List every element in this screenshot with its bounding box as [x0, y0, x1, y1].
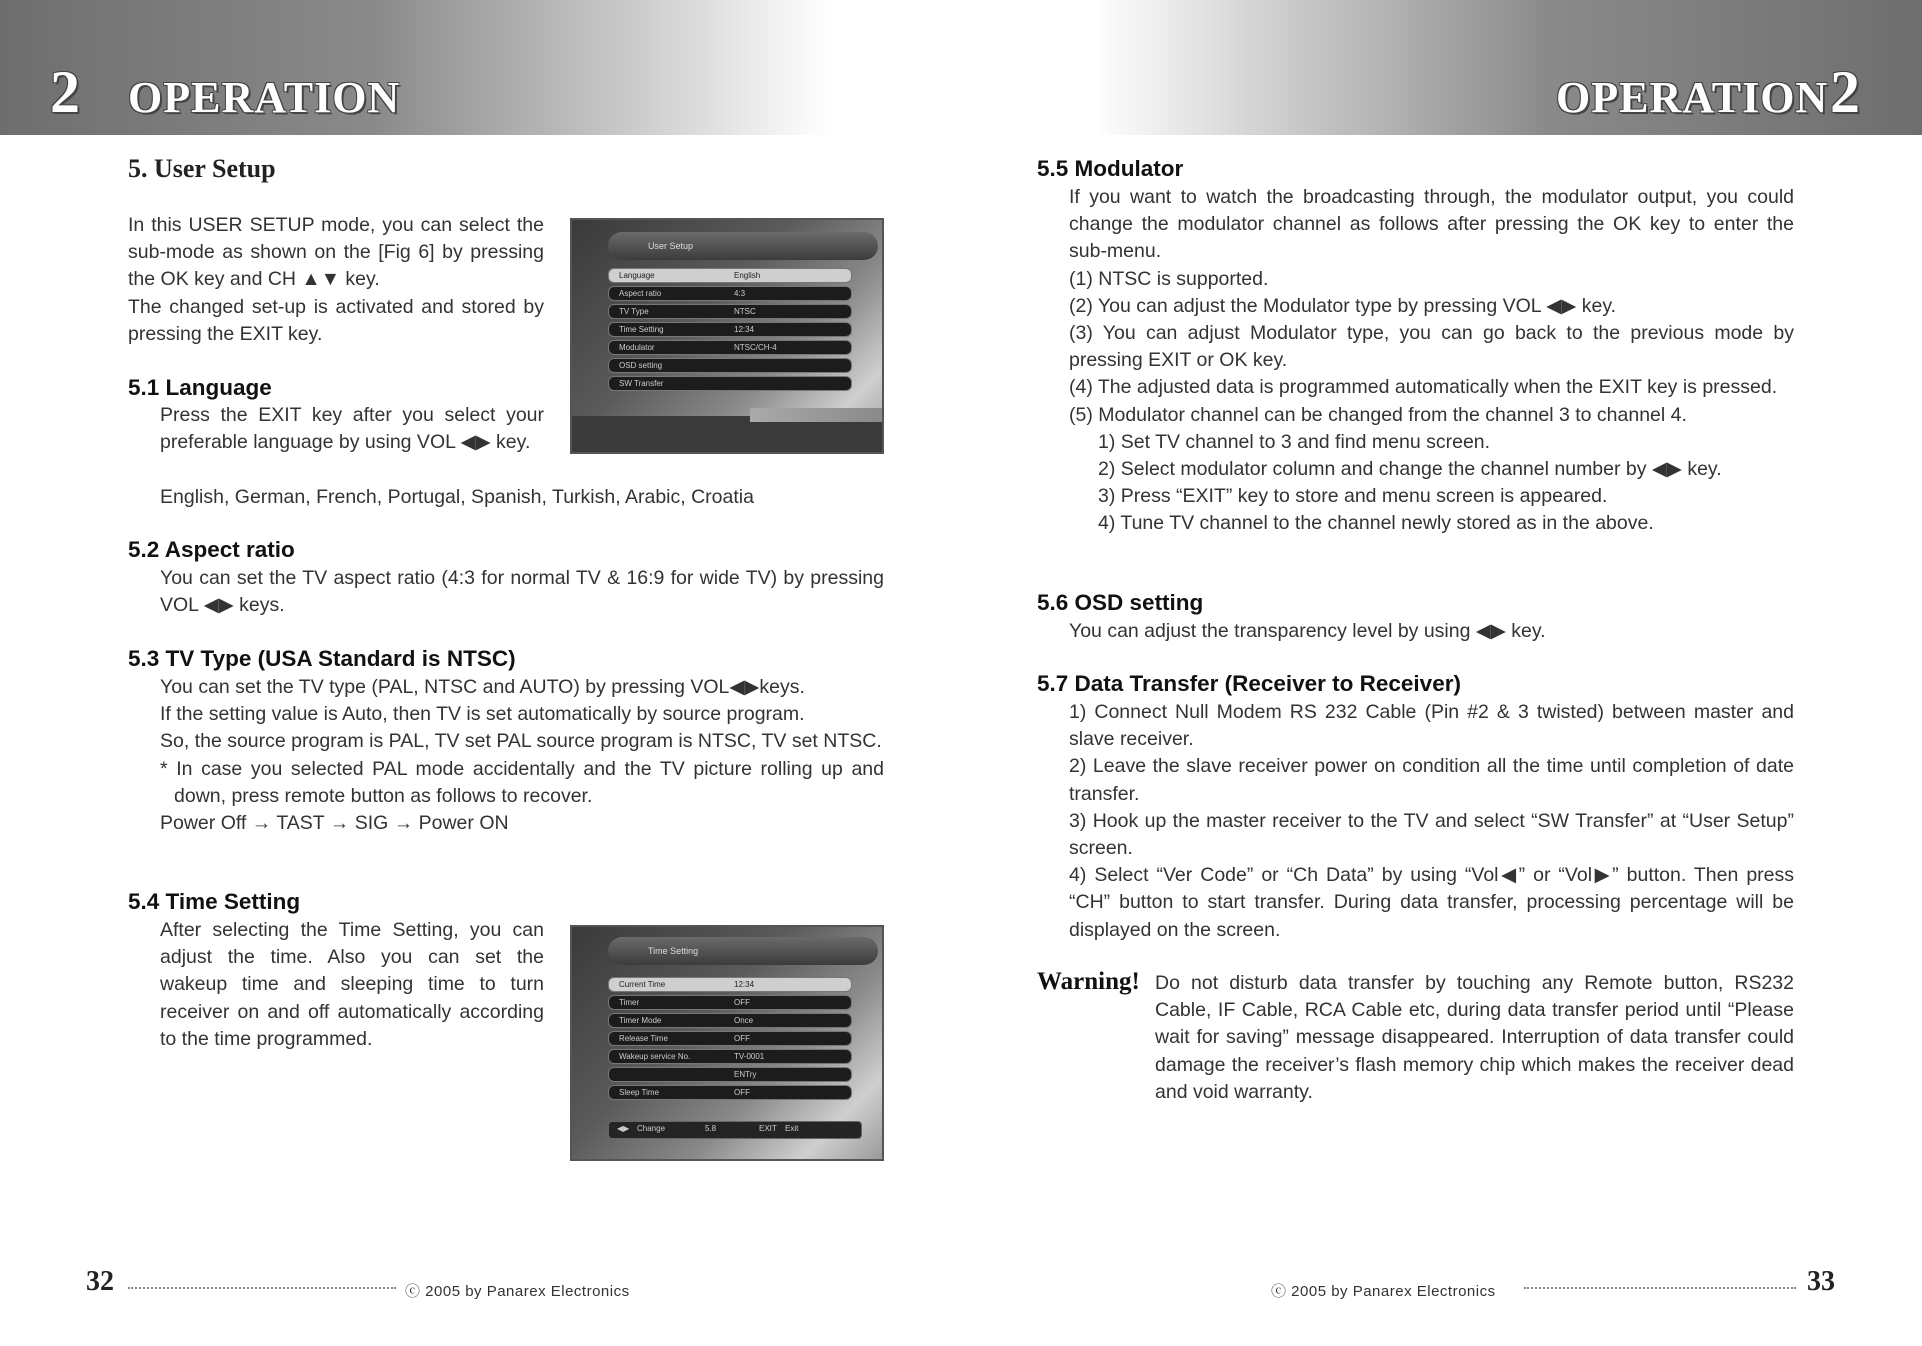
data-transfer-step-4: 4) Select “Ver Code” or “Ch Data” by using “Vol◀” or “Vol▶” button. Then press “CH” button to start transfer. During data transfer, processing percentage will be displayed on the screen. [1069, 864, 1794, 941]
row-value: TV-0001 [734, 1052, 765, 1061]
row-value: Once [734, 1016, 754, 1025]
heading-aspect-ratio: 5.2 Aspect ratio [128, 537, 295, 562]
data-transfer-step-1: 1) Connect Null Modem RS 232 Cable (Pin #2 & 3 twisted) between master and slave receiver. [1069, 701, 1794, 751]
data-transfer-text [1069, 699, 1794, 944]
modulator-item-4: (4) The adjusted data is programmed automatically when the EXIT key is pressed. [1069, 376, 1778, 399]
modulator-intro: If you want to watch the broadcasting through, the modulator output, you could change the modulator channel as follows after pressing the OK key to enter the sub-menu. [1069, 186, 1794, 263]
tv-type-text [160, 674, 884, 837]
screen-row [608, 286, 852, 301]
row-label: Timer Mode [619, 1016, 662, 1025]
heading-data-transfer: 5.7 Data Transfer (Receiver to Receiver) [1037, 671, 1461, 696]
screen-row [608, 268, 852, 283]
row-value: OFF [734, 998, 750, 1007]
arrows-icon: ◀▶ [617, 1124, 630, 1133]
row-label: Sleep Time [619, 1088, 660, 1097]
tv-type-line-1: You can set the TV type (PAL, NTSC and AUTO) by pressing VOL◀▶keys. [160, 676, 805, 698]
tv-type-line-2: If the setting value is Auto, then TV is set automatically by source program. [160, 703, 805, 726]
row-label: Language [619, 271, 655, 280]
heading-language: 5.1 Language [128, 375, 272, 400]
row-value: ENTry [734, 1070, 757, 1079]
modulator-step-2: 2) Select modulator column and change the channel number by ◀▶ key. [1098, 458, 1722, 481]
right-chapter-number: 2 [1830, 59, 1860, 125]
row-label: Aspect ratio [619, 289, 662, 298]
modulator-step-1: 1) Set TV channel to 3 and find menu screen. [1098, 430, 1491, 453]
row-value: 12:34 [734, 980, 755, 989]
screen-row [608, 977, 852, 992]
row-value: OFF [734, 1088, 750, 1097]
intro-paragraph [128, 212, 544, 348]
tv-type-line-3: So, the source program is PAL, TV set PAL source program is NTSC, TV set NTSC. [160, 730, 882, 753]
screen-row [608, 304, 852, 319]
footer-change: Change [637, 1124, 666, 1133]
footer-number: 5.8 [705, 1124, 717, 1133]
row-label: Release Time [619, 1034, 668, 1043]
row-label: Wakeup service No. [619, 1052, 691, 1061]
screen-title: User Setup [608, 232, 878, 260]
row-value: 4:3 [734, 289, 746, 298]
screen-row [608, 376, 852, 391]
section-title-user-setup: 5. User Setup [128, 154, 276, 183]
left-footer-dots [128, 1287, 396, 1289]
modulator-item-5: (5) Modulator channel can be changed from the channel 3 to channel 4. [1069, 403, 1687, 426]
screen-footer [608, 1121, 862, 1139]
screen-legend-strip [750, 408, 884, 422]
data-transfer-step-2: 2) Leave the slave receiver power on condition all the time until completion of date transfer. [1069, 755, 1794, 805]
screen-row [608, 1049, 852, 1064]
left-chapter-title: OPERATION [128, 73, 401, 122]
footer-exit-key: EXIT [759, 1124, 777, 1133]
row-value: NTSC [734, 307, 756, 316]
right-copyright: ⓒ 2005 by Panarex Electronics [1271, 1283, 1496, 1300]
osd-setting-text: You can adjust the transparency level by using ◀▶ key. [1069, 620, 1546, 642]
row-value: 12:34 [734, 325, 755, 334]
row-label: Modulator [619, 343, 655, 352]
heading-osd-setting: 5.6 OSD setting [1037, 590, 1204, 615]
row-label: Time Setting [619, 325, 664, 334]
modulator-step-4: 4) Tune TV channel to the channel newly stored as in the above. [1098, 512, 1654, 535]
row-value: NTSC/CH-4 [734, 343, 777, 352]
row-label: TV Type [619, 307, 649, 316]
screen-row [608, 1067, 852, 1082]
right-footer-dots [1524, 1287, 1796, 1289]
modulator-item-1: (1) NTSC is supported. [1069, 267, 1269, 290]
aspect-ratio-text: You can set the TV aspect ratio (4:3 for normal TV & 16:9 for wide TV) by pressing VOL ◀▶ keys. [160, 567, 884, 617]
heading-time-setting: 5.4 Time Setting [128, 889, 301, 914]
language-text: Press the EXIT key after you select your preferable language by using VOL ◀▶ key. [160, 404, 544, 454]
time-setting-screenshot [570, 925, 884, 1161]
row-value: English [734, 271, 761, 280]
time-setting-text: After selecting the Time Setting, you can adjust the time. Also you can set the wakeup time and sleeping time to turn receiver on and off automatically according to the time programmed. [160, 919, 544, 1050]
heading-tv-type: 5.3 TV Type (USA Standard is NTSC) [128, 646, 516, 671]
left-header-band [0, 0, 830, 135]
tv-type-line-4: * In case you selected PAL mode accidentally and the TV picture rolling up and down, press remote button as follows to recover. [160, 757, 884, 807]
tv-type-recover-sequence: Power Off → TAST → SIG → Power ON [160, 812, 509, 835]
screen-row [608, 1085, 852, 1100]
intro-text-2: The changed set-up is activated and stored by pressing the EXIT key. [128, 295, 544, 345]
screen-title: Time Setting [608, 937, 878, 965]
heading-modulator: 5.5 Modulator [1037, 156, 1184, 181]
row-label: SW Transfer [619, 379, 664, 388]
language-list: English, German, French, Portugal, Spanish, Turkish, Arabic, Croatia [160, 486, 754, 508]
screen-row [608, 1031, 852, 1046]
modulator-step-3: 3) Press “EXIT” key to store and menu screen is appeared. [1098, 485, 1608, 508]
modulator-item-2: (2) You can adjust the Modulator type by pressing VOL ◀▶ key. [1069, 294, 1617, 317]
row-label: OSD setting [619, 361, 663, 370]
screen-row [608, 358, 852, 373]
warning-label: Warning! [1037, 968, 1140, 995]
footer-exit: Exit [785, 1124, 799, 1133]
warning-text: Do not disturb data transfer by touching any Remote button, RS232 Cable, IF Cable, RCA Cable etc, during data transfer period until “Please wait for saving” message disappeared. Interruption of data transfer could damage the receiver’s flash memory chip which makes the receiver dead and void warranty. [1155, 972, 1794, 1103]
row-value: OFF [734, 1034, 750, 1043]
left-chapter-number: 2 [50, 59, 80, 125]
screen-row [608, 1013, 852, 1028]
modulator-item-3: (3) You can adjust Modulator type, you can go back to the previous mode by pressing EXIT or OK key. [1069, 322, 1794, 372]
left-page-number: 32 [86, 1266, 114, 1297]
screen-row [608, 322, 852, 337]
left-copyright: ⓒ 2005 by Panarex Electronics [405, 1283, 630, 1300]
user-setup-screenshot [570, 218, 884, 454]
data-transfer-step-3: 3) Hook up the master receiver to the TV and select “SW Transfer” at “User Setup” screen. [1069, 809, 1794, 860]
screen-row [608, 340, 852, 355]
intro-text: In this USER SETUP mode, you can select the sub-mode as shown on the [Fig 6] by pressing the OK key and CH ▲▼ key. [128, 214, 544, 291]
row-label: Current Time [619, 980, 666, 989]
right-chapter-title: OPERATION [1556, 73, 1829, 122]
modulator-text [1069, 184, 1794, 538]
row-label: Timer [619, 998, 640, 1007]
screen-row [608, 995, 852, 1010]
right-page-number: 33 [1807, 1266, 1835, 1297]
